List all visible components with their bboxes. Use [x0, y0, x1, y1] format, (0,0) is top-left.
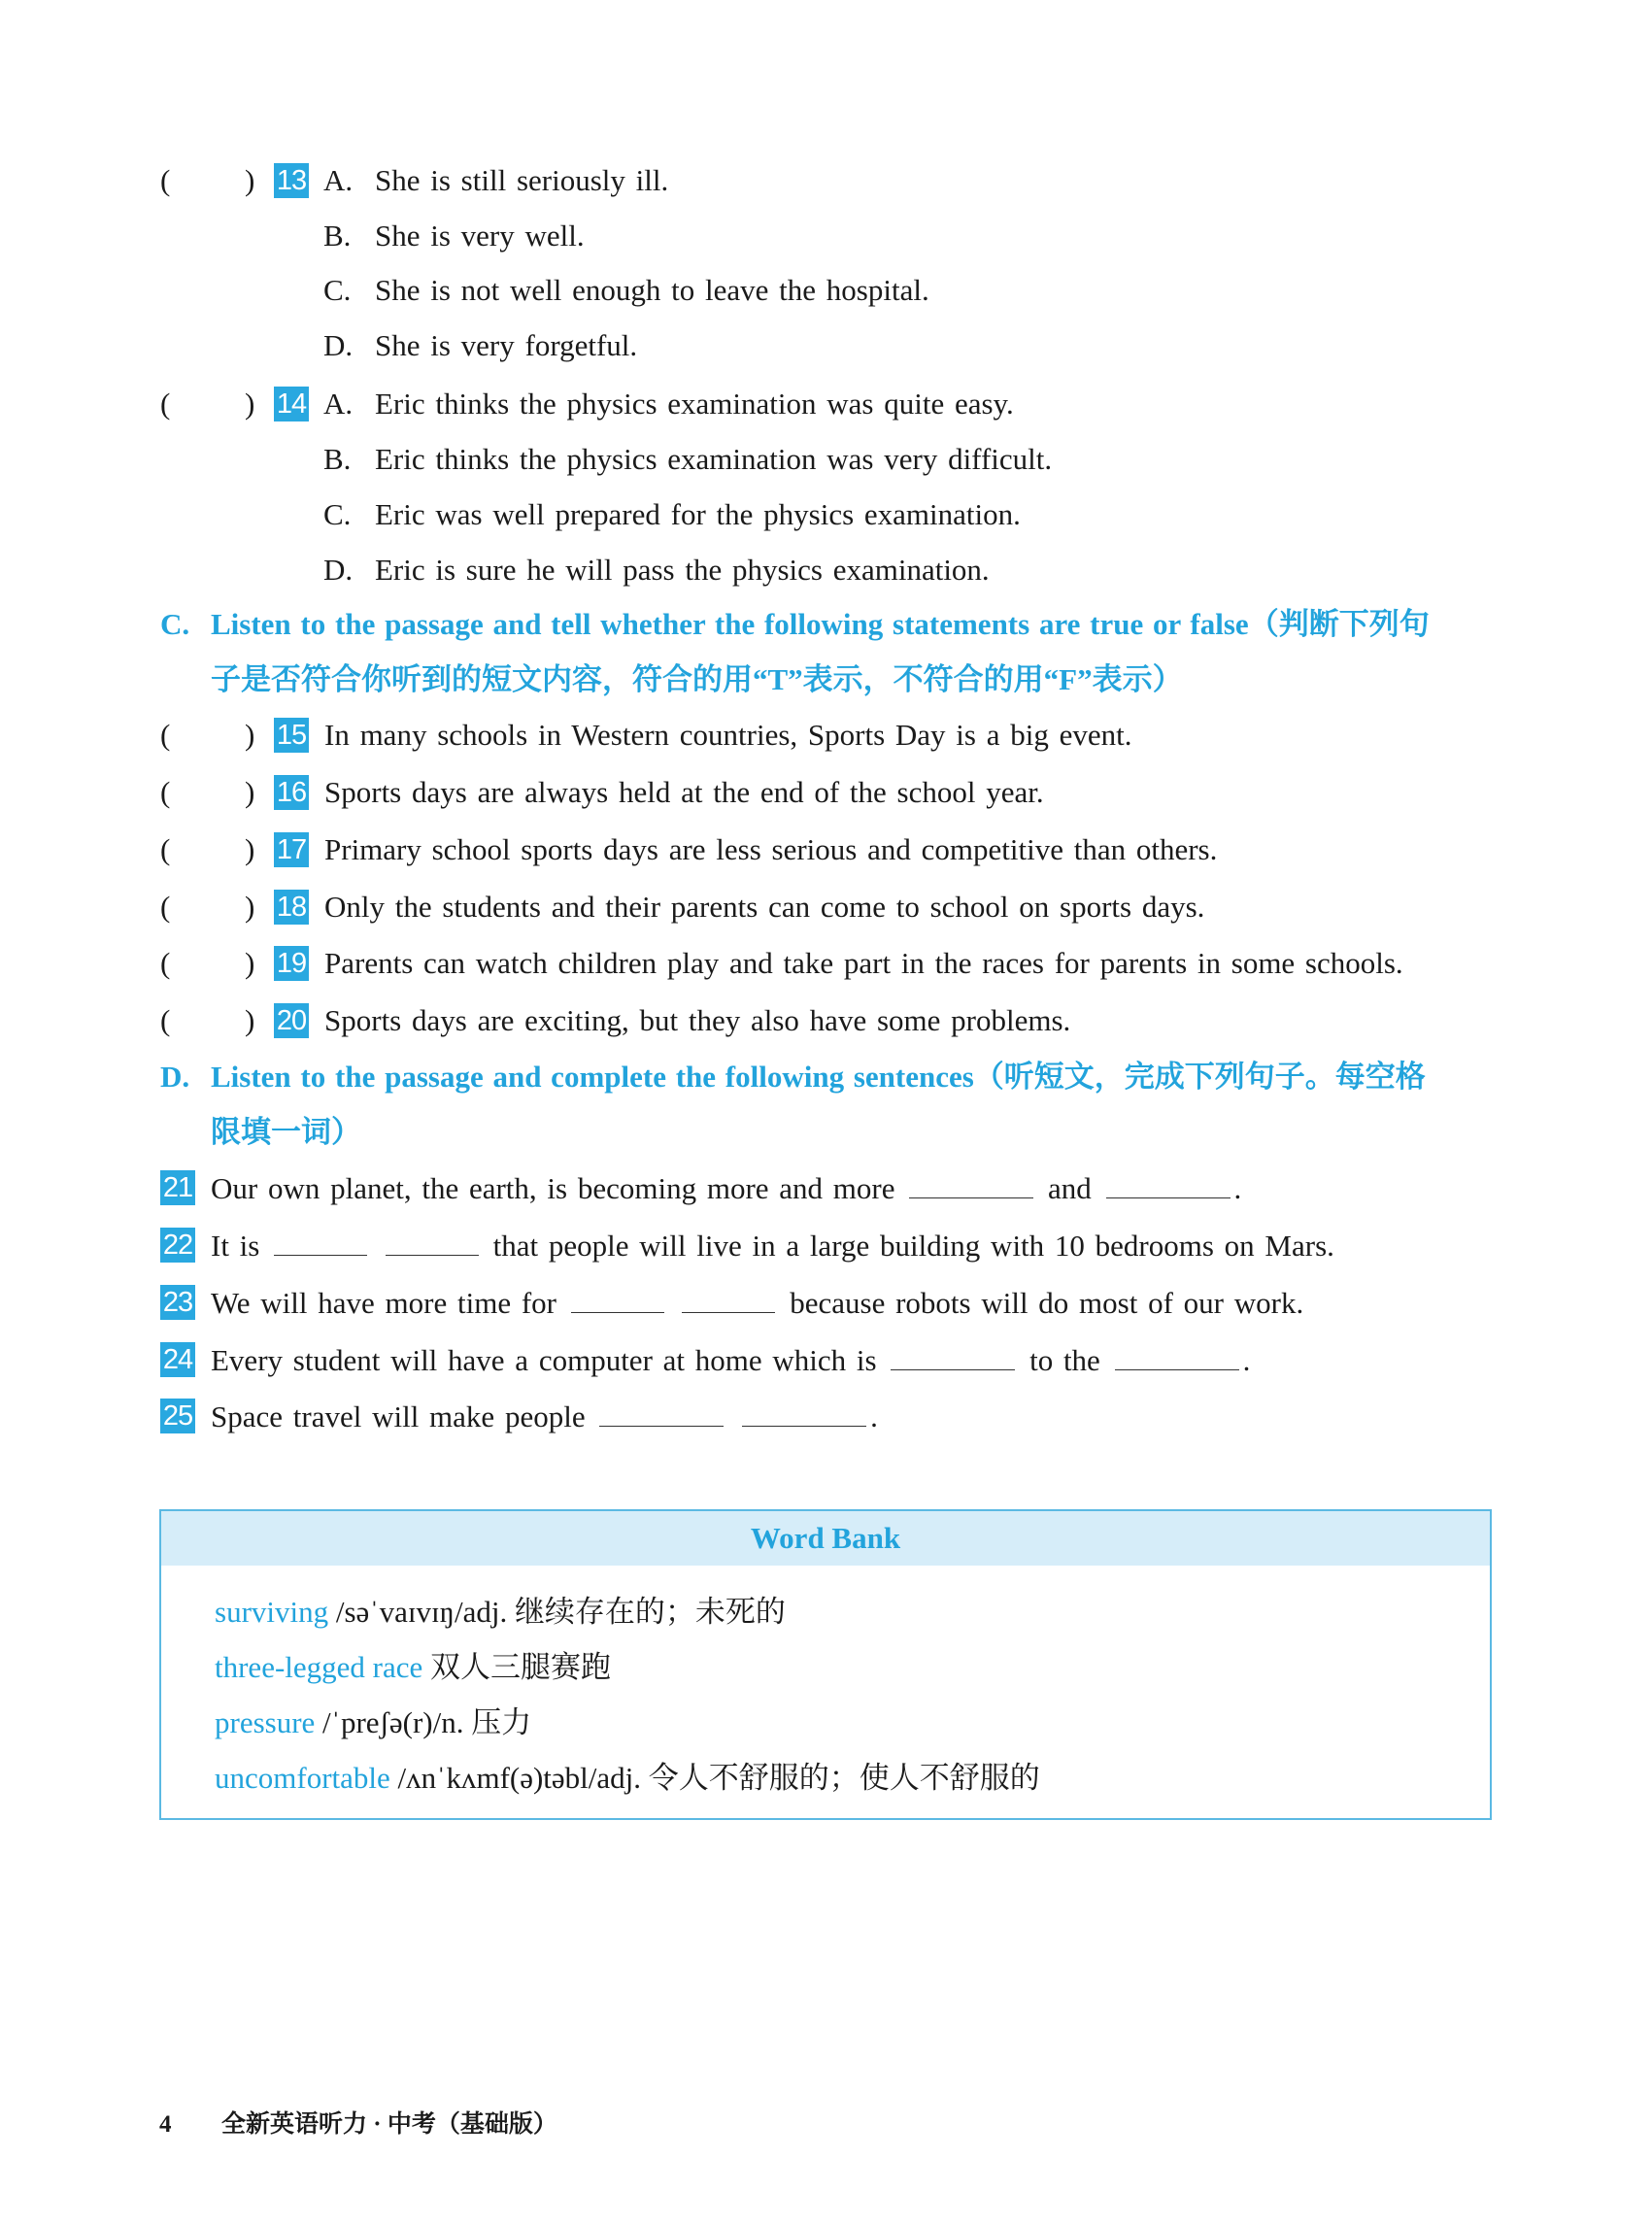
sentence-text: [211, 1222, 1334, 1269]
vocab-definition: /səˈvaɪvɪŋ/adj. 继续存在的；未死的: [328, 1595, 786, 1629]
option-letter: C.: [323, 497, 352, 531]
answer-paren-open: (: [160, 946, 171, 980]
option-text: She is still seriously ill.: [375, 163, 669, 197]
answer-blank[interactable]: [1106, 1164, 1231, 1198]
sentence-part: We will have more time for: [211, 1286, 556, 1320]
answer-blank[interactable]: [909, 1164, 1033, 1198]
word-bank-entry: [215, 1644, 611, 1691]
question-number-badge: 18: [274, 890, 309, 925]
section-c-heading: [160, 596, 1500, 652]
option-text: Eric was well prepared for the physics examination.: [375, 497, 1021, 531]
answer-paren-open: (: [160, 163, 171, 197]
answer-blank[interactable]: [386, 1222, 479, 1256]
section-instruction-line1: Listen to the passage and tell whether the following statements are true or false（判断下列句: [211, 607, 1430, 641]
vocab-word: pressure: [215, 1705, 316, 1739]
answer-paren-open: (: [160, 832, 171, 866]
answer-blank[interactable]: [742, 1393, 866, 1427]
question-number-badge: 22: [160, 1228, 195, 1263]
sentence-part: Space travel will make people: [211, 1399, 586, 1433]
sentence-text: [211, 1393, 878, 1440]
answer-paren-close: ): [245, 832, 255, 866]
page-number: 4: [159, 2111, 172, 2138]
answer-paren-open: (: [160, 387, 171, 421]
answer-blank[interactable]: [891, 1336, 1015, 1370]
word-bank-entry: [215, 1589, 786, 1635]
answer-paren-close: ): [245, 718, 255, 752]
book-title: 全新英语听力 · 中考（基础版）: [221, 2111, 557, 2138]
section-letter: D.: [160, 1060, 190, 1094]
question-number-badge: 19: [274, 946, 309, 981]
question-number-badge: 13: [274, 163, 309, 198]
answer-paren-close: ): [245, 163, 255, 197]
question-number-badge: 15: [274, 718, 309, 753]
option-letter: B.: [323, 219, 352, 253]
answer-blank[interactable]: [599, 1393, 724, 1427]
sentence-part: .: [870, 1399, 878, 1433]
word-bank-entry: [215, 1755, 1040, 1802]
answer-blank[interactable]: [682, 1279, 775, 1313]
section-d-heading-cont: [160, 1104, 1500, 1160]
statement-text: Only the students and their parents can come to school on sports days.: [324, 890, 1205, 924]
option-text: Eric is sure he will pass the physics examination.: [375, 553, 990, 587]
sentence-part: Our own planet, the earth, is becoming more and more: [211, 1171, 895, 1205]
vocab-definition: /ʌnˈkʌmf(ə)təbl/adj. 令人不舒服的；使人不舒服的: [389, 1761, 1040, 1795]
vocab-word: uncomfortable: [215, 1761, 390, 1795]
question-number-badge: 16: [274, 775, 309, 810]
sentence-part: that people will live in a large building with 10 bedrooms on Mars.: [492, 1229, 1334, 1263]
sentence-part: to the: [1029, 1343, 1100, 1377]
answer-blank[interactable]: [571, 1279, 664, 1313]
statement-text: In many schools in Western countries, Sports Day is a big event.: [324, 718, 1132, 752]
answer-paren-open: (: [160, 718, 171, 752]
word-bank-box: [159, 1509, 1492, 1820]
answer-paren-close: ): [245, 775, 255, 809]
sentence-part: Every student will have a computer at home which is: [211, 1343, 877, 1377]
answer-paren-close: ): [245, 1003, 255, 1037]
answer-paren-close: ): [245, 946, 255, 980]
option-text: She is not well enough to leave the hospital.: [375, 273, 929, 307]
answer-blank[interactable]: [1115, 1336, 1239, 1370]
question-number-badge: 23: [160, 1285, 195, 1320]
question-number-badge: 25: [160, 1399, 195, 1433]
answer-blank[interactable]: [274, 1222, 367, 1256]
sentence-part: .: [1233, 1171, 1242, 1205]
answer-paren-open: (: [160, 775, 171, 809]
option-text: She is very well.: [375, 219, 585, 253]
answer-paren-close: ): [245, 890, 255, 924]
sentence-part: .: [1242, 1343, 1251, 1377]
option-letter: A.: [323, 387, 354, 421]
vocab-word: surviving: [215, 1595, 329, 1629]
answer-paren-close: ): [245, 387, 255, 421]
vocab-definition: 双人三腿赛跑: [422, 1650, 612, 1684]
option-letter: D.: [323, 553, 354, 587]
section-instruction-line2: 子是否符合你听到的短文内容，符合的用“T”表示，不符合的用“F”表示）: [211, 662, 1183, 696]
section-instruction-line1: Listen to the passage and complete the following sentences（听短文，完成下列句子。每空格: [211, 1060, 1426, 1094]
statement-text: Sports days are always held at the end of the school year.: [324, 775, 1044, 809]
word-bank-title: Word Bank: [161, 1511, 1490, 1566]
sentence-part: and: [1048, 1171, 1092, 1205]
answer-paren-open: (: [160, 1003, 171, 1037]
section-instruction-line2: 限填一词）: [211, 1115, 361, 1149]
section-c-heading-cont: [160, 652, 1500, 707]
option-text: Eric thinks the physics examination was very difficult.: [375, 442, 1053, 476]
statement-text: Parents can watch children play and take part in the races for parents in some schools.: [324, 946, 1403, 980]
sentence-text: [211, 1279, 1303, 1327]
option-letter: D.: [323, 328, 354, 362]
option-text: Eric thinks the physics examination was quite easy.: [375, 387, 1014, 421]
sentence-text: [211, 1336, 1250, 1384]
sentence-text: [211, 1164, 1241, 1212]
question-number-badge: 14: [274, 387, 309, 421]
question-number-badge: 24: [160, 1342, 195, 1377]
vocab-definition: /ˈpreʃə(r)/n. 压力: [315, 1705, 532, 1739]
question-number-badge: 21: [160, 1170, 195, 1205]
section-letter: C.: [160, 607, 190, 641]
option-letter: C.: [323, 273, 352, 307]
question-number-badge: 20: [274, 1003, 309, 1038]
statement-text: Sports days are exciting, but they also have some problems.: [324, 1003, 1071, 1037]
option-letter: A.: [323, 163, 354, 197]
vocab-word: three-legged race: [215, 1650, 423, 1684]
sentence-part: because robots will do most of our work.: [790, 1286, 1304, 1320]
answer-paren-open: (: [160, 890, 171, 924]
question-number-badge: 17: [274, 832, 309, 867]
section-d-heading: [160, 1049, 1500, 1104]
word-bank-entry: [215, 1700, 531, 1746]
statement-text: Primary school sports days are less serious and competitive than others.: [324, 832, 1218, 866]
option-text: She is very forgetful.: [375, 328, 638, 362]
option-letter: B.: [323, 442, 352, 476]
sentence-part: It is: [211, 1229, 260, 1263]
